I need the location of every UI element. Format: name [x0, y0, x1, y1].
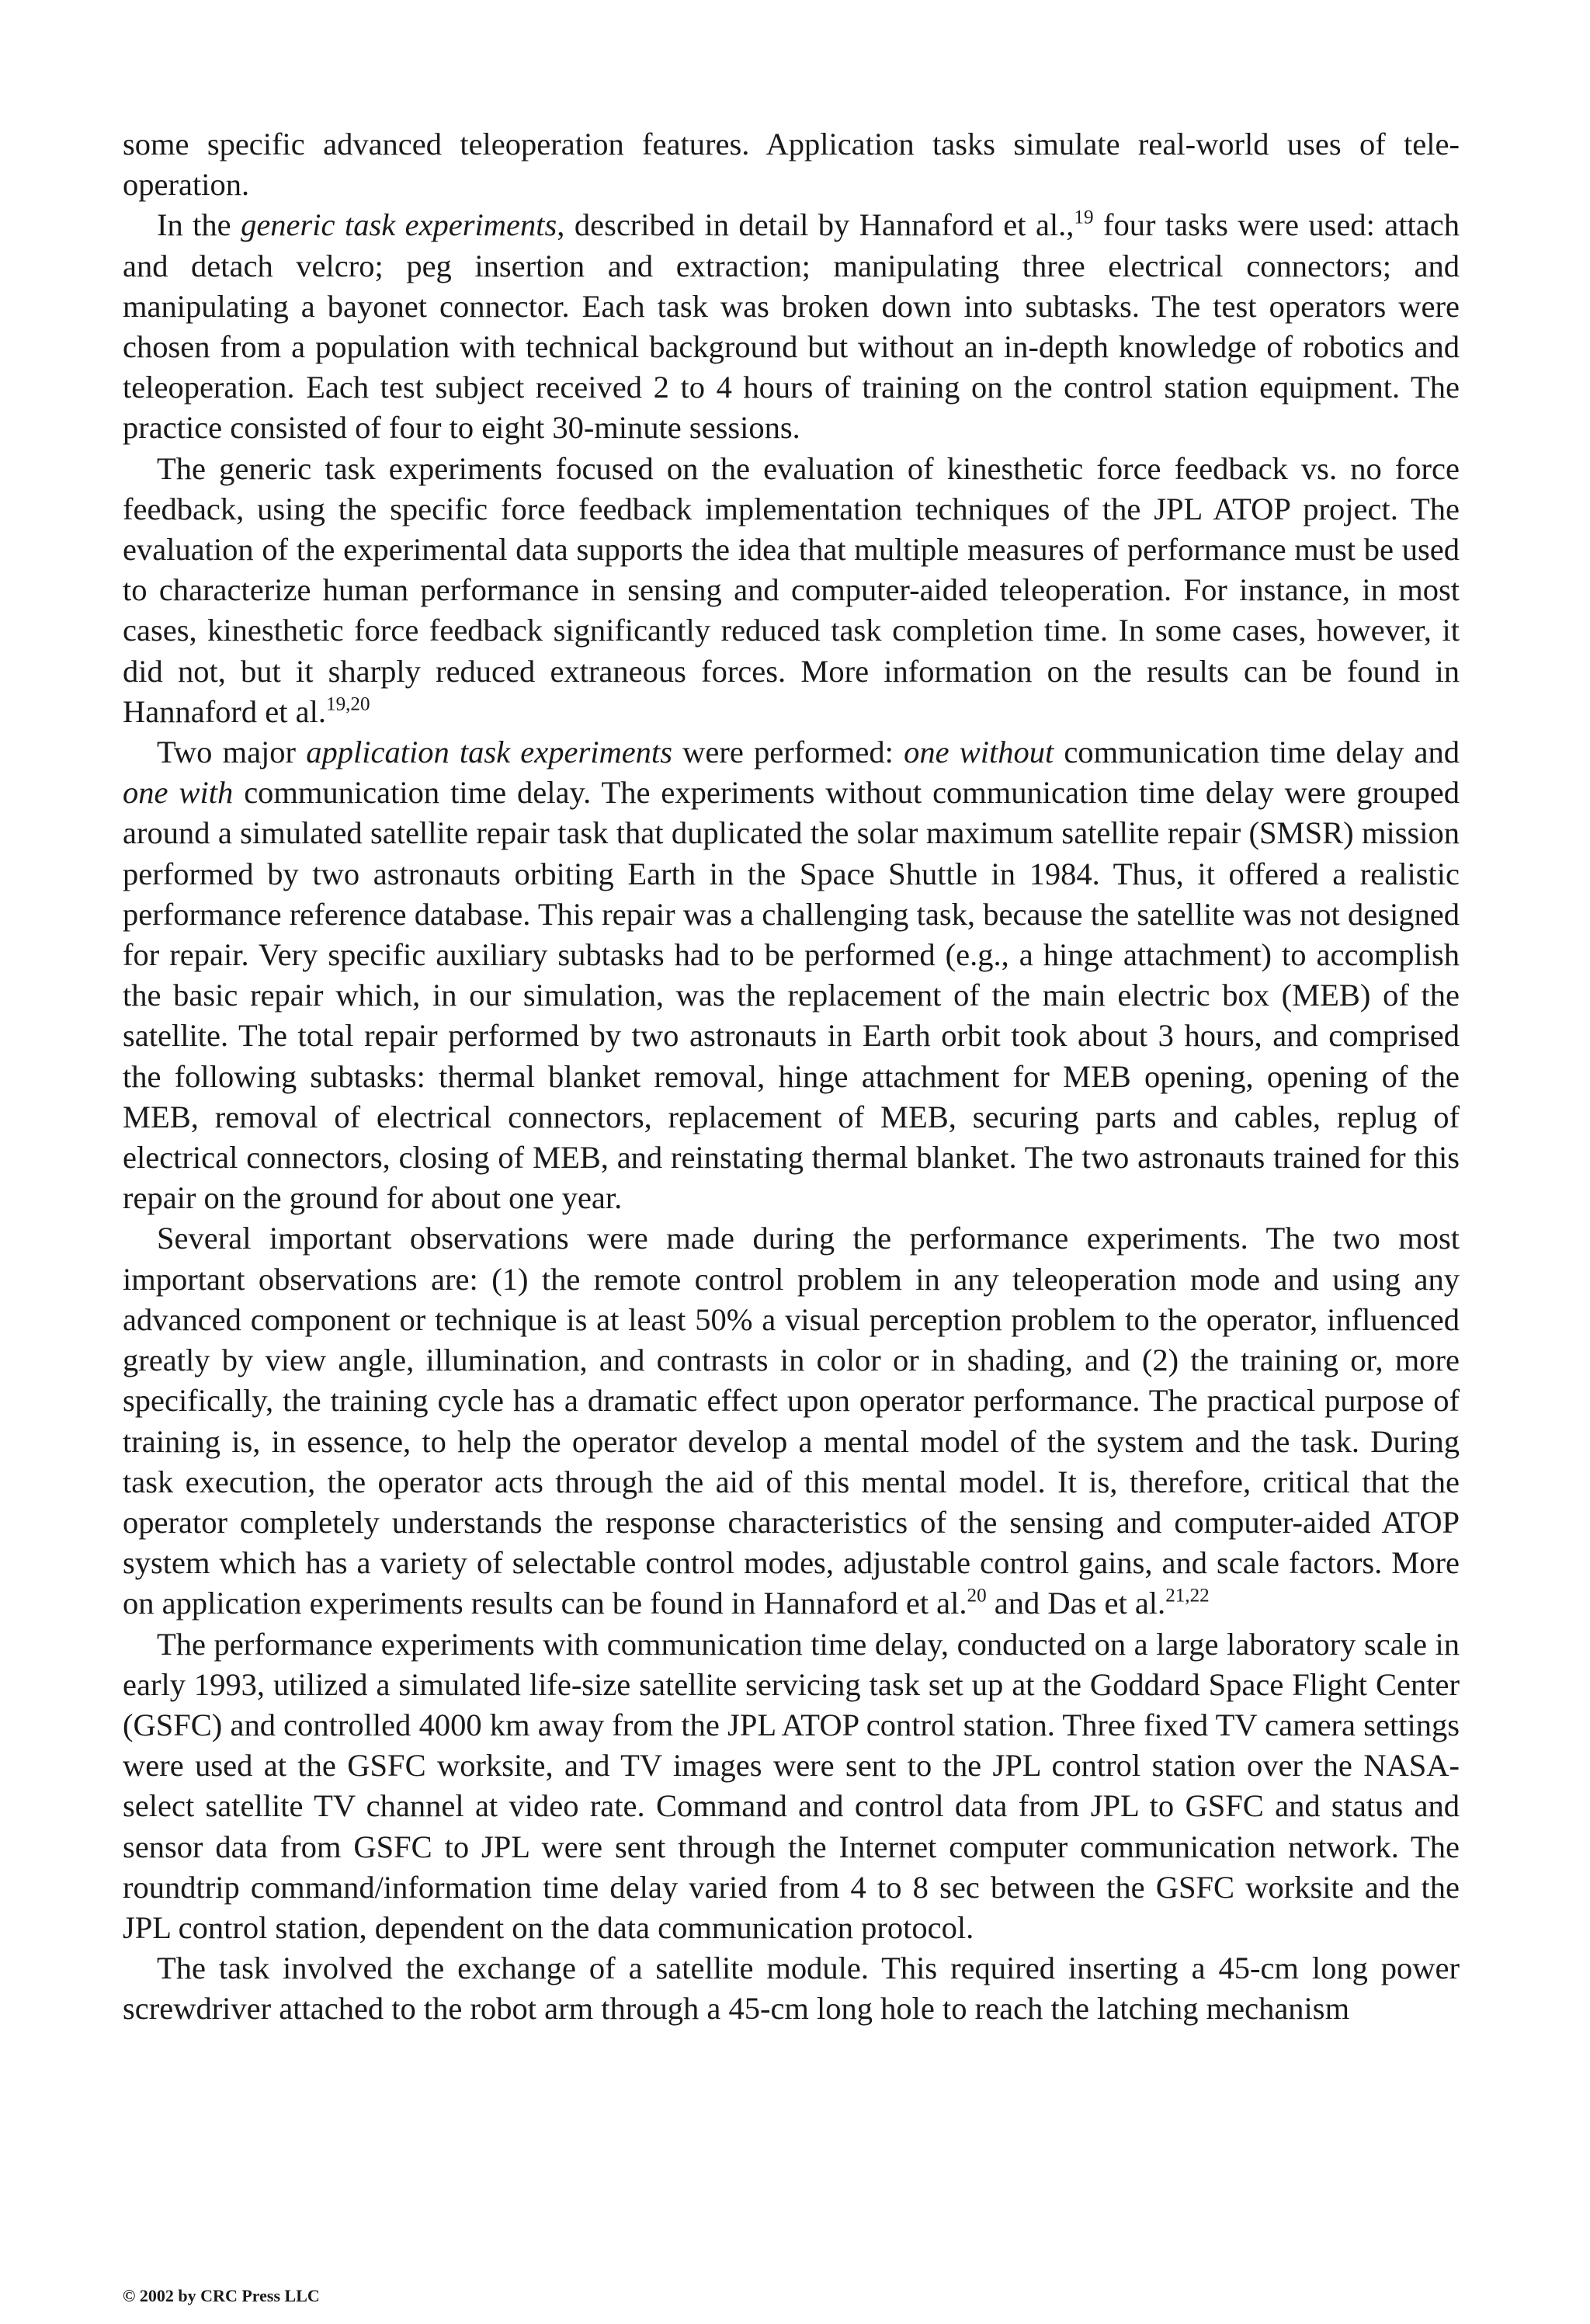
- text-run: The task involved the exchange of a satellite module. This required inserting a 45-cm long power screwdriver attached to the robot arm through a 45-cm long hole to reach the latching mechanism: [123, 1951, 1460, 2027]
- text-run: some specific advanced teleoperation features. Application tasks simulate real-world uses of teleoperation.: [123, 127, 1460, 203]
- citation-superscript: 19: [1074, 207, 1094, 228]
- text-run: four tasks were used: attach and detach velcro; peg insertion and extraction; manipulating three electrical connectors; and manipulating a bayonet connector. Each task was broken down into subtasks. The test operators were chosen from a population with technical background but without an in-depth knowledge of robotics and teleoperation. Each test subject received 2 to 4 hours of training on the control station equipment. The practice consisted of four to eight 30-minute sessions.: [123, 207, 1460, 446]
- paragraph: [123, 205, 1460, 448]
- paragraph: [123, 449, 1460, 732]
- italic-term: generic task experiments: [241, 207, 557, 243]
- citation-superscript: 20: [967, 1585, 987, 1607]
- citation-superscript: 21,22: [1165, 1585, 1210, 1607]
- citation-superscript: 19,20: [326, 693, 370, 715]
- paragraph: [123, 1218, 1460, 1624]
- text-run: communication time delay. The experiments without communication time delay were grouped around a simulated satellite repair task that duplicated the solar maximum satellite repair (SMSR) mission performed by two astronauts orbiting Earth in the Space Shuttle in 1984. Thus, it offered a realistic performance reference database. This repair was a challenging task, because the satellite was not designed for repair. Very specific auxiliary subtasks had to be performed (e.g., a hinge attachment) to accomplish the basic repair which, in our simulation, was the replacement of the main electric box (MEB) of the satellite. The total repair performed by two astronauts in Earth orbit took about 3 hours, and comprised the following subtasks: thermal blanket removal, hinge attachment for MEB opening, opening of the MEB, removal of electrical connectors, replacement of MEB, securing parts and cables, replug of electrical connectors, closing of MEB, and reinstating thermal blanket. The two astronauts trained for this repair on the ground for about one year.: [123, 775, 1460, 1216]
- text-run: communication time delay and: [1054, 735, 1460, 770]
- body-text: [123, 124, 1460, 2030]
- italic-term: application task experiments: [306, 735, 672, 770]
- paragraph: [123, 1624, 1460, 1949]
- italic-term: one without: [904, 735, 1054, 770]
- paragraph: [123, 124, 1460, 205]
- paragraph: [123, 732, 1460, 1218]
- text-run: The generic task experiments focused on the evaluation of kinesthetic force feedback vs. no force feedback, using the specific force feedback implementation techniques of the JPL ATOP project. The evaluation of the experimental data supports the idea that multiple measures of performance must be used to characterize human performance in sensing and computer-aided teleoperation. For instance, in most cases, kinesthetic force feedback significantly reduced task completion time. In some cases, however, it did not, but it sharply reduced extraneous forces. More information on the results can be found in Hannaford et al.: [123, 450, 1460, 729]
- copyright-footer: © 2002 by CRC Press LLC: [123, 2286, 320, 2305]
- paragraph: [123, 1948, 1460, 2029]
- text-run: were performed:: [672, 735, 904, 770]
- text-run: Several important observations were made during the performance experiments. The two most important observations are: (1) the remote control problem in any teleoperation mode and using any advanced component or technique is at least 50% a visual perception problem to the operator, influenced greatly by view angle, illumination, and contrasts in color or in shading, and (2) the training or, more specifically, the training cycle has a dramatic effect upon operator performance. The practical purpose of training is, in essence, to help the operator develop a mental model of the system and the task. During task execution, the operator acts through the aid of this mental model. It is, therefore, critical that the operator completely understands the response characteristics of the sensing and computer-aided ATOP system which has a variety of selectable control modes, adjustable control gains, and scale factors. More on application experiments results can be found in Hannaford et al.: [123, 1221, 1460, 1621]
- italic-term: one with: [123, 775, 234, 811]
- text-run: , described in detail by Hannaford et al.,: [557, 207, 1074, 243]
- text-run: The performance experiments with communication time delay, conducted on a large laboratory scale in early 1993, utilized a simulated life-size satellite servicing task set up at the Goddard Space Flight Center (GSFC) and controlled 4000 km away from the JPL ATOP control station. Three fixed TV camera settings were used at the GSFC worksite, and TV images were sent to the JPL control station over the NASA-select satellite TV channel at video rate. Command and control data from JPL to GSFC and status and sensor data from GSFC to JPL were sent through the Internet computer communication network. The roundtrip command/information time delay varied from 4 to 8 sec between the GSFC worksite and the JPL control station, dependent on the data communication protocol.: [123, 1626, 1460, 1945]
- text-run: and Das et al.: [986, 1586, 1166, 1621]
- text-run: In the: [157, 207, 241, 243]
- text-run: Two major: [157, 735, 307, 770]
